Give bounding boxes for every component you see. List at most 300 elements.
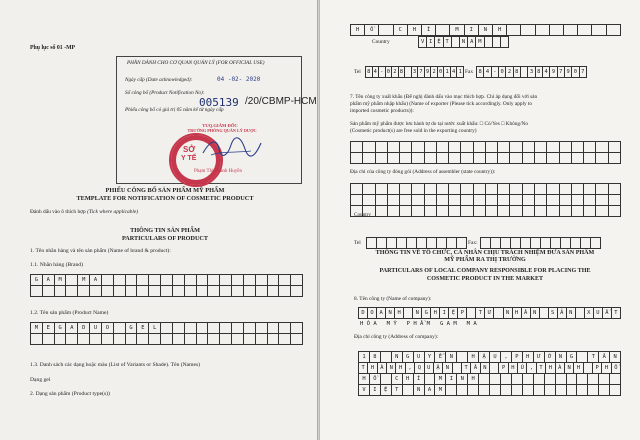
grid-cell: T [588,352,599,363]
grid-cell [137,286,149,297]
grid-cell: I [465,25,479,36]
grid-cell [425,206,437,217]
grid-cell: T [612,308,621,319]
grid-cell: N [413,308,422,319]
grid-cell [501,238,511,249]
grid-cell: N [531,308,540,319]
question-8: 8. Tên công ty (Name of company): [354,296,432,302]
grid-cell: M [78,275,90,286]
grid-cell [102,286,114,297]
validity-note: Phiếu công bố có giá trị 05 năm kể từ ngày cấp [125,107,224,113]
exporter-grid-row-2 [350,152,621,164]
grid-cell: 7 [558,67,565,78]
grid-cell: N [504,308,513,319]
right-page [320,0,640,440]
grid-cell [244,334,256,345]
grid-cell [232,286,244,297]
fax-label: Fax [465,69,474,75]
grid-cell: N [460,37,468,48]
grid-cell [55,334,67,345]
grid-cell [417,238,427,249]
company-name-grid [358,307,621,319]
grid-cell [55,286,67,297]
grid-cell [388,206,400,217]
grid-cell: U [414,352,425,363]
tick-note: Đánh dấu vào ô thích hợp (Tick where applicable) [30,209,139,215]
question-2: 2. Dạng sản phẩm (Product type(s)) [30,391,110,397]
grid-cell: 4 [484,67,491,78]
grid-cell [90,286,102,297]
grid-cell [498,206,510,217]
grid-cell [268,334,280,345]
section2-vn-line-2: MỸ PHẨM RA THỊ TRƯỜNG [444,257,526,263]
grid-cell [577,385,588,396]
tel-grid-2 [366,237,467,249]
grid-cell [564,25,578,36]
address-grid-row-4 [358,384,621,396]
grid-cell: Â [599,352,610,363]
grid-cell: I [446,374,457,385]
grid-cell [576,308,585,319]
appendix-label: Phụ lục số 01 -MP [30,45,76,51]
grid-cell: 7 [418,67,425,78]
grid-cell: X [585,308,594,319]
grid-cell [486,153,498,164]
grid-cell: - [492,67,499,78]
section2-en-line-2: COSMETIC PRODUCT IN THE MARKET [426,276,544,282]
grid-cell: H [574,363,583,374]
grid-cell: T [476,308,485,319]
grid-cell: 3 [528,67,535,78]
grid-cell [244,286,256,297]
grid-cell: N [387,363,396,374]
grid-cell [388,153,400,164]
grid-cell: H [509,363,518,374]
grid-cell [461,153,473,164]
grid-cell [578,25,592,36]
grid-cell: Ậ [479,352,490,363]
grid-cell: H [602,363,611,374]
grid-cell: H [468,374,479,385]
grid-cell [523,385,534,396]
notification-number-value: 005139 [199,96,239,109]
grid-cell [490,385,501,396]
grid-cell [535,153,547,164]
grid-cell [536,25,550,36]
grid-cell: T [537,363,546,374]
question-1-3: 1.3. Danh sách các dạng hoặc màu (List of Variants or Shade). Tên (Names) [30,362,201,368]
grid-cell: Ờ [545,352,556,363]
grid-cell [560,206,572,217]
country-label: Country [372,39,390,45]
product-name-grid-row-2 [30,333,303,345]
grid-cell: N [610,352,621,363]
grid-cell: M [435,385,446,396]
grid-cell [467,308,476,319]
grid-cell [534,385,545,396]
section-title-vn: THÔNG TIN SẢN PHẨM [130,227,200,234]
grid-cell: T [359,363,368,374]
grid-cell: I [440,308,449,319]
grid-cell: 2 [431,67,438,78]
grid-cell: U [425,363,434,374]
grid-cell: A [377,308,386,319]
grid-cell [556,385,567,396]
grid-cell [31,286,43,297]
grid-cell [474,206,486,217]
grid-cell [447,238,457,249]
grid-cell [161,286,173,297]
grid-cell: A [425,385,436,396]
grid-cell: 2 [506,67,513,78]
grid-cell: H [523,352,534,363]
grid-cell [66,286,78,297]
grid-cell [279,286,291,297]
grid-cell: G [422,308,431,319]
grid-cell: À [556,363,565,374]
grid-cell: G [567,352,578,363]
grid-cell [584,206,596,217]
grid-cell: N [386,308,395,319]
free-sale-line-2: (Cosmetic product(s) are free sold in the exporting country) [350,128,477,134]
grid-cell: N [565,363,574,374]
grid-cell [185,334,197,345]
grid-cell [436,25,450,36]
grid-cell [550,25,564,36]
grid-cell [446,385,457,396]
grid-cell: H [395,308,404,319]
grid-cell [486,206,498,217]
grid-cell [126,334,138,345]
grid-cell: Ệ [381,385,392,396]
grid-cell: A [66,323,78,334]
grid-cell [351,153,363,164]
grid-cell [232,334,244,345]
grid-cell: 1 [444,67,451,78]
grid-cell [468,385,479,396]
grid-cell [403,385,414,396]
stamp-role: TUQ.GIÁM ĐỐC [202,123,238,128]
grid-cell [197,334,209,345]
grid-cell: Ệ [449,308,458,319]
grid-cell [291,334,303,345]
grid-cell [535,206,547,217]
grid-cell: Q [415,363,424,374]
grid-cell [452,37,460,48]
grid-cell: 0 [438,67,445,78]
notification-number-label: Số công bố (Product Notification No): [125,90,205,96]
grid-cell [607,25,621,36]
grid-cell [567,385,578,396]
stamp-org-2: Y TẾ [181,155,197,162]
grid-cell: D [359,308,368,319]
grid-cell [412,206,424,217]
grid-cell: M [55,275,67,286]
grid-cell [493,37,501,48]
grid-cell: A [468,37,476,48]
grid-cell [407,238,417,249]
q7-line-1: 7. Tên công ty xuất khẩu (Để nghị đánh dấu vào mục thích hợp. Chỉ áp dụng đối với sản [350,94,538,100]
variant-value: Dạng gel [30,377,51,383]
grid-cell: H [368,363,377,374]
grid-cell [523,153,535,164]
grid-cell [596,206,608,217]
grid-cell: H [493,25,507,36]
grid-cell [377,238,387,249]
grid-cell [531,238,541,249]
date-acknowledged-label: Ngày cấp (Date acknowledged): [125,77,193,83]
grid-cell: U [594,308,603,319]
grid-cell [547,206,559,217]
grid-cell [599,385,610,396]
grid-cell [551,238,561,249]
grid-cell: N [567,308,576,319]
brand-grid-row-2 [30,285,303,297]
grid-cell [457,385,468,396]
grid-cell [541,238,551,249]
grid-cell: N [457,374,468,385]
grid-cell: A [43,275,55,286]
grid-cell: 0 [386,67,393,78]
grid-cell: S [549,308,558,319]
grid-cell [149,334,161,345]
grid-cell [90,334,102,345]
grid-cell [457,238,467,249]
tel-grid [365,66,464,78]
grid-cell: L [149,323,161,334]
grid-cell [404,308,413,319]
grid-cell [400,206,412,217]
grid-cell: 8 [477,67,484,78]
fax-grid-2 [480,237,601,249]
grid-cell: H [468,352,479,363]
grid-cell [512,385,523,396]
grid-cell: À [378,363,387,374]
question-1-2: 1.2. Tên sản phẩm (Product Name) [30,310,109,316]
grid-cell: , [501,352,512,363]
grid-cell: , [527,363,536,374]
grid-cell [610,385,621,396]
grid-cell: U [90,323,102,334]
grid-cell [501,37,509,48]
grid-cell [66,334,78,345]
grid-cell [43,286,55,297]
grid-cell: O [368,308,377,319]
grid-cell [114,334,126,345]
grid-cell [521,67,528,78]
grid-cell: N [414,385,425,396]
grid-cell: P [593,363,602,374]
grid-cell [185,286,197,297]
question-1: 1. Tên nhãn hàng và tên sản phẩm (Name of brand & product): [30,248,171,254]
grid-cell [588,385,599,396]
grid-cell: G [403,352,414,363]
grid-cell [572,153,584,164]
tel-label: Tel [354,69,361,75]
grid-cell: 9 [565,67,572,78]
grid-cell: P [458,308,467,319]
notification-number-suffix: /20/CBMP-HCM [245,96,317,107]
grid-cell [161,334,173,345]
grid-cell [173,286,185,297]
grid-cell: T [444,37,452,48]
grid-cell [560,153,572,164]
grid-cell [510,206,522,217]
grid-cell [425,153,437,164]
grid-cell: D [78,323,90,334]
grid-cell: V [419,37,427,48]
grid-cell [437,238,447,249]
grid-cell: P [512,352,523,363]
grid-cell [507,25,521,36]
grid-cell [540,308,549,319]
stamp-role-2: TRƯỞNG PHÒNG QUẢN LÝ DƯỢC [187,128,257,133]
country-grid [418,36,509,48]
section-title-en: PARTICULARS OF PRODUCT [121,235,209,242]
grid-cell [561,238,571,249]
free-sale-line-1: Sản phẩm mỹ phẩm được lưu hành tự do tại nước xuất khẩu: □ Có/Yes □ Không/No [350,121,529,127]
grid-cell: G [31,275,43,286]
grid-cell: Ậ [434,363,443,374]
grid-cell [78,286,90,297]
grid-cell: Ễ [435,352,446,363]
grid-cell: N [479,25,493,36]
official-use-box [116,56,317,184]
grid-cell: Ú [518,363,527,374]
grid-cell: N [392,352,403,363]
section2-vn-line-1: THÔNG TIN VỀ TỔ CHỨC, CÁ NHÂN CHỊU TRÁCH NHIỆM ĐƯA SẢN PHẨM [375,250,595,256]
grid-cell: 8 [514,67,521,78]
grid-cell [591,238,601,249]
grid-cell [208,334,220,345]
grid-cell [400,153,412,164]
grid-cell: 9 [550,67,557,78]
grid-cell: V [359,385,370,396]
grid-cell: M [31,323,43,334]
grid-cell [498,153,510,164]
grid-cell [379,25,393,36]
grid-cell: 4 [543,67,550,78]
grid-cell [437,153,449,164]
city-grid [350,24,621,36]
grid-cell [114,286,126,297]
grid-cell [511,238,521,249]
grid-cell: Y [425,352,436,363]
grid-cell [256,286,268,297]
grid-cell: H [396,363,405,374]
grid-cell [479,385,490,396]
grid-cell: H [359,374,370,385]
grid-cell: Ệ [435,37,443,48]
grid-cell: 4 [451,67,458,78]
grid-cell [521,25,535,36]
q7-line-3: imported cosmetic products)): [350,108,414,114]
grid-cell: Ồ [370,374,381,385]
country-label-2: Country [354,212,372,218]
grid-cell: 9 [425,67,432,78]
grid-cell [397,238,407,249]
grid-cell: H [351,25,365,36]
grid-cell [481,238,491,249]
grid-cell [474,153,486,164]
grid-cell: 8 [370,352,381,363]
grid-cell [387,238,397,249]
grid-cell: Í [422,25,436,36]
grid-cell [437,206,449,217]
company-name-line-2: HÓA MỸ PHẨM GAM MA [360,321,481,327]
grid-cell [596,153,608,164]
grid-cell [173,334,185,345]
grid-cell: M [435,374,446,385]
fax-label-2: Fax: [468,240,478,246]
official-box-title: PHẦN DÀNH CHO CƠ QUAN QUẢN LÝ (FOR OFFICIAL USE) [127,60,265,66]
grid-cell: Ư [485,308,494,319]
grid-cell [523,206,535,217]
grid-cell: Ấ [603,308,612,319]
grid-cell: P [499,363,508,374]
grid-cell: H [408,25,422,36]
grid-cell [256,334,268,345]
grid-cell: H [513,308,522,319]
grid-cell [572,206,584,217]
grid-cell: 4 [373,67,380,78]
grid-cell [137,334,149,345]
grid-cell: Ố [612,363,621,374]
grid-cell [510,153,522,164]
grid-cell: C [394,25,408,36]
q7-line-2: phẩm mỹ phẩm nhập khẩu) (Name of exporter (Please tick accordingly. Only apply to [350,101,533,107]
grid-cell: M [476,37,484,48]
grid-cell: E [43,323,55,334]
grid-cell: 2 [392,67,399,78]
grid-cell [609,153,621,164]
grid-cell [197,286,209,297]
grid-cell [376,153,388,164]
grid-cell [43,334,55,345]
question-1-1: 1.1. Nhãn hàng (Brand) [30,262,83,268]
stamp-org: SỞ [183,145,196,154]
grid-cell [78,334,90,345]
title-en: TEMPLATE FOR NOTIFICATION OF COSMETIC PRODUCT [76,195,254,202]
title-vn: PHIẾU CÔNG BỐ SẢN PHẨM MỸ PHẨM [105,187,225,194]
grid-cell [571,238,581,249]
address-label: Địa chỉ công ty (Address of company): [354,334,439,340]
grid-cell: 0 [572,67,579,78]
grid-cell: Ư [534,352,545,363]
grid-cell: G [126,323,138,334]
grid-cell [31,334,43,345]
grid-cell [363,153,375,164]
grid-cell [220,334,232,345]
assembler-label: Địa chỉ của công ty đóng gói (Address of assembler (state country)): [350,169,496,175]
grid-cell: 8 [366,67,373,78]
grid-cell: N [443,363,452,374]
grid-cell: 0 [499,67,506,78]
grid-cell: G [55,323,67,334]
grid-cell: E [137,323,149,334]
assembler-grid-row-3 [350,205,621,217]
grid-cell: N [556,352,567,363]
left-page [0,0,318,440]
grid-cell: H [546,363,555,374]
grid-cell: 8 [399,67,406,78]
grid-cell: N [481,363,490,374]
grid-cell: M [450,25,464,36]
grid-cell: Ồ [365,25,379,36]
grid-cell [268,286,280,297]
grid-cell [291,286,303,297]
grid-cell [521,238,531,249]
